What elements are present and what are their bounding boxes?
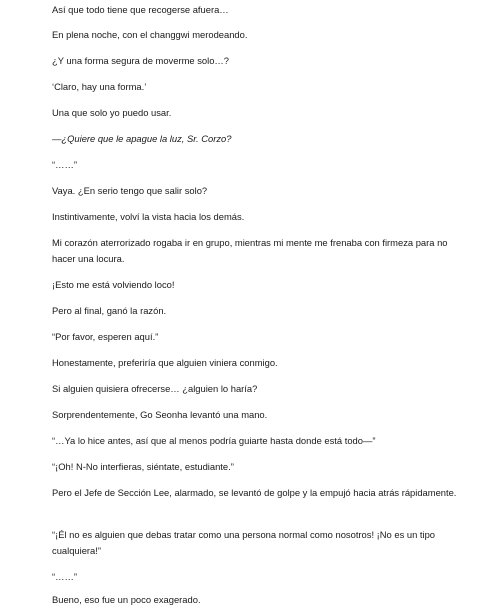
paragraph: ¿Y una forma segura de moverme solo…? <box>52 55 229 66</box>
paragraph: Si alguien quisiera ofrecerse… ¿alguien lo haría? <box>52 383 258 394</box>
paragraph: Pero el Jefe de Sección Lee, alarmado, se levantó de golpe y la empujó hacia atrás rápidamente. <box>52 487 457 498</box>
paragraph: ¡Esto me está volviendo loco! <box>52 279 175 290</box>
paragraph: Instintivamente, volví la vista hacia los demás. <box>52 211 245 222</box>
paragraph: “¡Oh! N-No interfieras, siéntate, estudiante.” <box>52 461 234 472</box>
paragraph: ‘Claro, hay una forma.’ <box>52 81 147 92</box>
paragraph: “Por favor, esperen aquí.” <box>52 331 159 342</box>
paragraph: Honestamente, preferiría que alguien viniera conmigo. <box>52 357 278 368</box>
paragraph: Bueno, eso fue un poco exagerado. <box>52 594 201 605</box>
paragraph-italic: —¿Quiere que le apague la luz, Sr. Corzo? <box>52 133 232 144</box>
paragraph: “……” <box>52 159 77 170</box>
paragraph: Así que todo tiene que recogerse afuera… <box>52 4 229 15</box>
paragraph: “¡Él no es alguien que debas tratar como una persona normal como nosotros! ¡No es un tipo cualquiera!” <box>52 529 436 556</box>
paragraph: Pero al final, ganó la razón. <box>52 305 167 316</box>
paragraph: Una que solo yo puedo usar. <box>52 107 172 118</box>
paragraph: Vaya. ¿En serio tengo que salir solo? <box>52 185 208 196</box>
paragraph: Sorprendentemente, Go Seonha levantó una mano. <box>52 409 268 420</box>
paragraph: Mi corazón aterrorizado rogaba ir en grupo, mientras mi mente me frenaba con firmeza para no hacer una locura. <box>52 237 448 264</box>
paragraph: “……” <box>52 571 77 582</box>
paragraph: En plena noche, con el changgwi merodeando. <box>52 29 248 40</box>
paragraph: “…Ya lo hice antes, así que al menos podría guiarte hasta donde está todo—” <box>52 435 376 446</box>
